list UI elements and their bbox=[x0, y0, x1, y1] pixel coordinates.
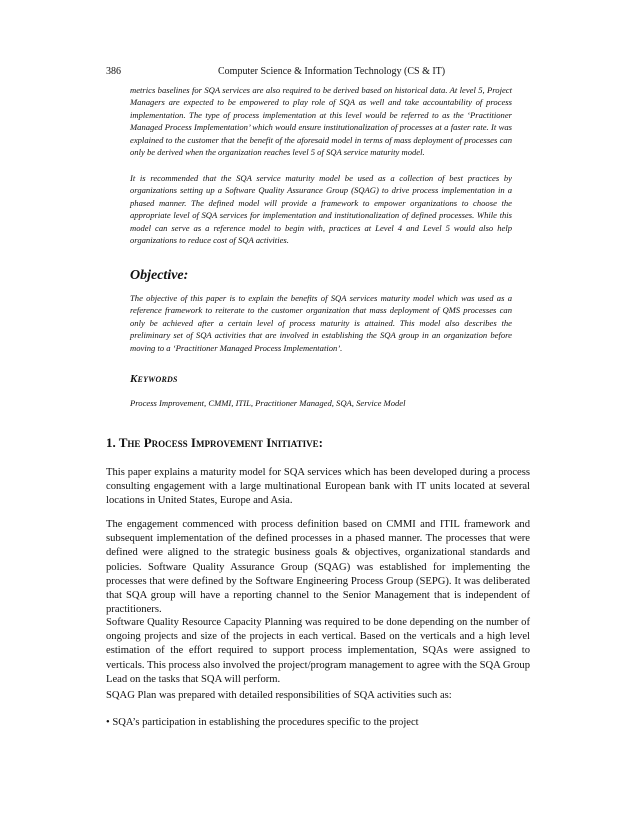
abstract-paragraph-2 bbox=[130, 172, 512, 246]
section-1-text-3: Software Quality Resource Capacity Planning was required to be done depending on the number of ongoing projects and size of the projects in each vertical. Based on the verticals and a high level estimation of the effort required to support process implementation, SQAs were assigned to verticals. This process also involved the project/program management to agree with the SQA Group Lead on the tasks that SQA will perform. bbox=[106, 617, 530, 685]
abstract-text-2: It is recommended that the SQA service maturity model be used as a collection of best practices by organizations setting up a Software Quality Assurance Group (SQAG) to drive process implementation in a phased manner. The defined model will provide a framework to empower organizations to choose the appropriate level of SQA services for implementation and institutionalization of defined processes. While this model can serve as a reference model to begin with, practices at Level 4 and Level 5 would also help organizations to reduce cost of SQA activities. bbox=[130, 173, 512, 246]
abstract-paragraph-1 bbox=[130, 84, 512, 158]
section-1-paragraph-2 bbox=[106, 518, 530, 617]
section-1-heading: 1. The Process Improvement Initiative: bbox=[106, 435, 323, 450]
section-1-paragraph-1 bbox=[106, 466, 530, 509]
objective-text: The objective of this paper is to explain the benefits of SQA services maturity model which was used as a reference framework to reiterate to the customer organization that mass deployment of QMS processes can only be achieved after a certain level of process maturity is attained. This model also describes the preliminary set of SQA activities that are involved in establishing the SQA group in an organization before moving to a ‘Practitioner Managed Process Implementation’. bbox=[130, 293, 512, 353]
keywords-heading: Keywords bbox=[130, 373, 178, 385]
abstract-text-1: metrics baselines for SQA services are also required to be derived based on historical data. At level 5, Project Managers are expected to be empowered to play role of SQA as well and take accountability of process implementation. The type of process implementation at this level would be referred to as the ‘Practitioner Managed Process Implementation’ which would ensure institutionalization of processes at a faster rate. It was explained to the customer that the benefit of the aforesaid model in terms of mass deployment of processes can only be derived when the organization reaches level 5 of SQA service maturity model. bbox=[130, 85, 512, 158]
section-1-paragraph-3 bbox=[106, 616, 530, 687]
section-1-text-1: This paper explains a maturity model for SQA services which has been developed during a process consulting engagement with a large multinational European bank with IT units located at several locations in United States, Europe and Asia. bbox=[106, 467, 530, 507]
objective-heading: Objective: bbox=[130, 268, 189, 283]
objective-paragraph bbox=[130, 292, 512, 354]
section-1-bullet-1 bbox=[106, 716, 530, 730]
running-title: Computer Science & Information Technology (CS & IT) bbox=[218, 66, 446, 77]
section-1-paragraph-4 bbox=[106, 689, 530, 703]
section-1-text-4: SQAG Plan was prepared with detailed responsibilities of SQA activities such as: bbox=[106, 690, 452, 701]
keywords-text: Process Improvement, CMMI, ITIL, Practitioner Managed, SQA, Service Model bbox=[130, 398, 406, 408]
page-number: 386 bbox=[106, 66, 121, 77]
section-1-text-2: The engagement commenced with process definition based on CMMI and ITIL framework and subsequent implementation of the defined processes in a phased manner. The processes that were defined were aligned to the strategic business goals & objectives, organizational standards and policies. Software Quality Assurance Group (SQAG) was established for implementing the processes that were defined by the Software Engineering Process Group (SEPG). It was deliberated that SQA group will have a reporting channel to the Senior Management that is independent of practitioners. bbox=[106, 519, 530, 616]
bullet-item: • SQA’s participation in establishing the procedures specific to the project bbox=[106, 717, 419, 728]
